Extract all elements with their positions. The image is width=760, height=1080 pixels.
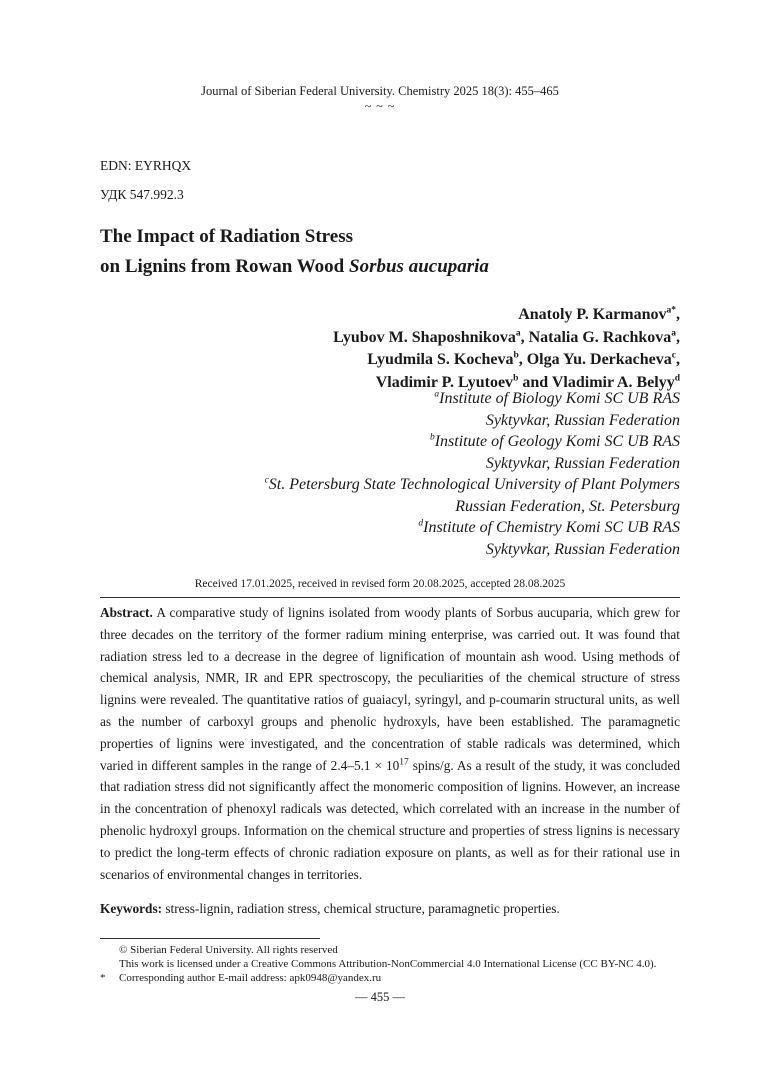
affiliation-institution: Institute of Biology Komi SC UB RAS [439,390,680,407]
affiliation-line [265,517,680,539]
keywords [100,901,680,917]
affiliation-location: Russian Federation, St. Petersburg [455,497,680,515]
author-separator: , [520,328,529,346]
page-number: — 455 — [355,990,405,1004]
author-name: Vladimir A. Belyy [551,373,675,391]
affiliation-mark: d [418,518,424,529]
author-name: Natalia G. Rachkova [528,328,672,346]
title-text: on Lignins from Rowan Wood [100,256,350,277]
affiliation-line [265,388,680,410]
keywords-text: stress-lignin, radiation stress, chemical structure, paramagnetic properties. [162,901,560,916]
author-line [333,349,680,372]
abstract-text: A comparative study of lignins isolated from woody plants of Sorbus aucuparia, which grew for three decades on the territory of the former radium mining enterprise, was carried out. It was found that radiation stress led to a decrease in the degree of lignification of mountain ash wood. Using methods of chemical analysis, NMR, IR and EPR spectroscopy, the peculiarities of the chemical structure of stress lignins were revealed. The quantitative ratios of guaiacyl, syringyl, and p-coumarin structural units, as well as the number of carboxyl groups and phenolic hydroxyls, have been established. The paramagnetic properties of lignins were investigated, and the concentration of stable radicals was determined, which varied in different samples in the range of 2.4–5.1 × 10 [100,605,680,773]
author-name: Anatoly P. Karmanov [518,306,667,323]
author-separator: , [518,351,527,368]
author-separator: and [518,373,552,391]
author-affil-mark: a [671,328,676,339]
affiliation-location: Syktyvkar, Russian Federation [485,411,680,429]
author-affil-mark: a [515,328,521,339]
journal-header: Journal of Siberian Federal University. Chemistry 2025 18(3): 455–465 [201,84,559,98]
author-separator: , [676,351,680,368]
affiliation-institution: St. Petersburg State Technological University of Plant Polymers [268,476,680,493]
abstract-text-continued: spins/g. As a result of the study, it was concluded that radiation stress did not significantly affect the monomeric composition of lignins. However, an increase in the concentration of phenoxyl radicals was detected, which correlated with an increase in the number of phenolic hydroxyl groups. Information on the chemical structure and properties of stress lignins is necessary to predict the long-term effects of chronic radiation exposure on plants, as well as for their rational use in scenarios of environmental changes in territories. [100,757,681,882]
author-list [333,304,680,394]
footnote-corresponding-author: Corresponding author E-mail address: apk0948@yandex.ru [119,972,382,984]
abstract-exponent: 17 [399,757,409,768]
received-dates: Received 17.01.2025, received in revised form 20.08.2025, accepted 28.08.2025 [194,578,566,590]
author-affil-mark: b [513,350,519,361]
title-species: Sorbus aucuparia [349,256,489,277]
affiliation-mark: a [434,389,440,400]
affiliation-institution: Institute of Geology Komi SC UB RAS [434,433,680,450]
author-affil-mark: d [674,373,680,384]
affiliation-location: Syktyvkar, Russian Federation [485,454,680,472]
author-name: Lyudmila S. Kocheva [367,351,514,368]
abstract [100,602,680,885]
keywords-label: Keywords: [100,901,163,916]
udk-code: УДК 547.992.3 [100,187,184,202]
affiliation-line [265,474,680,496]
author-name: Lyubov M. Shaposhnikova [333,328,516,346]
paper-title-line-1: The Impact of Radiation Stress [100,226,353,247]
abstract-divider [100,597,680,598]
paper-title-line-2 [100,256,489,278]
affiliation-institution: Institute of Chemistry Komi SC UB RAS [423,519,680,536]
author-affil-mark: c [671,350,676,361]
author-line [333,304,680,327]
edn-code: EDN: EYRHQX [100,158,192,173]
abstract-label: Abstract. [100,605,153,620]
affiliation-mark: b [429,432,435,443]
author-name: Vladimir P. Lyutoev [375,373,514,391]
footnote-asterisk: * [100,972,106,984]
author-affil-mark: b [513,373,519,384]
author-line [333,327,680,350]
affiliation-list [265,388,680,560]
footnote-copyright: © Siberian Federal University. All rights reserved [119,944,338,956]
footnote-divider [100,938,320,939]
affiliation-location: Syktyvkar, Russian Federation [485,540,680,558]
author-name: Olga Yu. Derkacheva [526,351,672,368]
affiliation-line [265,431,680,453]
header-ornament: ~ ~ ~ [364,99,396,113]
author-separator: , [676,306,680,323]
author-separator: , [676,328,680,346]
affiliation-mark: c [264,475,269,486]
author-affil-mark: a* [666,305,676,316]
footnote-license: This work is licensed under a Creative Commons Attribution-NonCommercial 4.0 International License (CC BY-NC 4.0). [119,958,657,970]
